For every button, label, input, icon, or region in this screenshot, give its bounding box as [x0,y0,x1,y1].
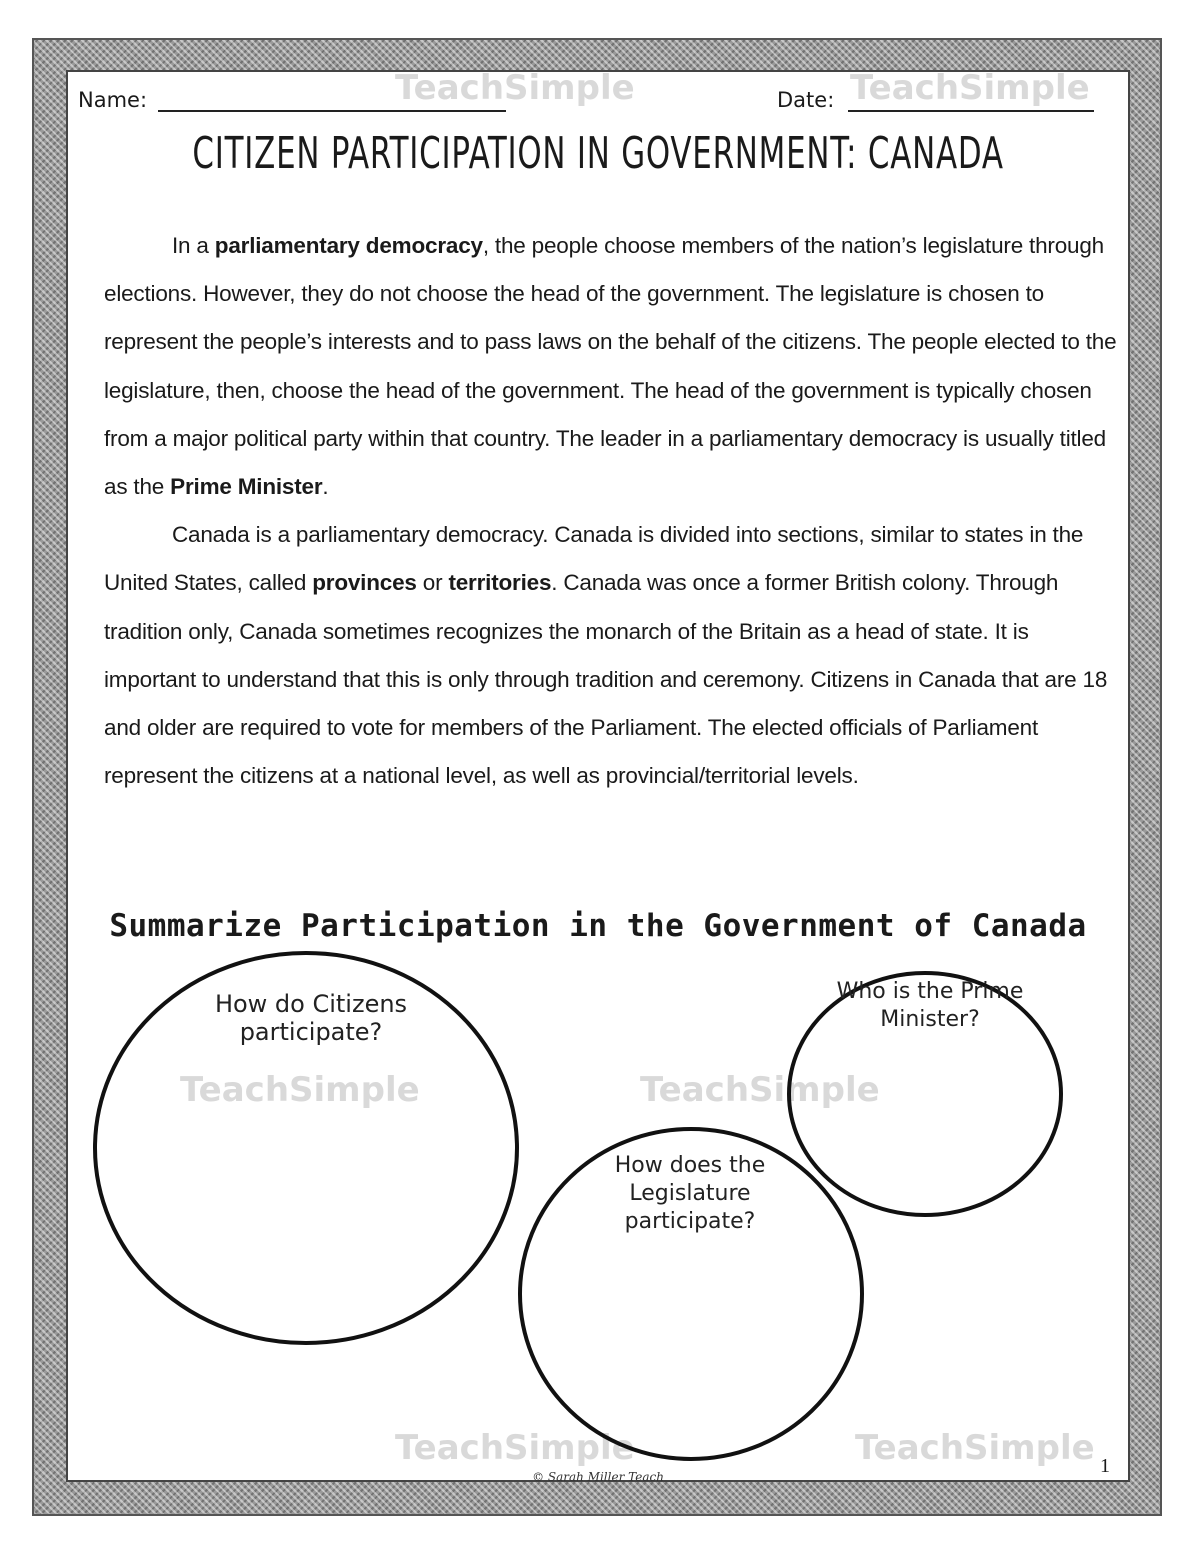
text: , the people choose members of the nation’s legislature through elections. However, they do not choose the head of the government. The legislature is chosen to represent the people’s interests and to pass laws on the behalf of the citizens. The people elected to the legislature, then, choose the head of the government. The head of the government is typically chosen from a major political party within that country. The leader in a parliamentary democracy is usually titled as the [104,233,1117,500]
watermark: TeachSimple [640,1070,880,1110]
text: . [322,474,329,500]
copyright: © Sarah Miller Teach [532,1470,664,1484]
citizens-question: How do Citizens participate? [214,990,408,1046]
watermark: TeachSimple [850,68,1090,108]
name-label: Name: [78,88,148,112]
legislature-question: How does the Legislature participate? [614,1153,766,1234]
bold-term: parliamentary democracy [214,233,483,258]
bold-term: Prime Minister [170,474,323,500]
watermark: TeachSimple [855,1428,1095,1468]
bold-term: territories [448,570,552,596]
summary-heading: Summarize Participation in the Government of Canada [109,908,1087,944]
text: . Canada was once a former British colony. Through tradition only, Canada sometimes recognizes the monarch of the Britain as a head of state. It is important to understand that this is only through tradition and ceremony. Citizens in Canada that are 18 and older are required to vote for members of the Parliament. The elected officials of Parliament represent the citizens at a national level, as well as provincial/territorial levels. [104,570,1108,789]
watermark: TeachSimple [395,1428,635,1468]
page-number: 1 [1100,1455,1110,1477]
text: Canada is a parliamentary democracy. Canada is divided into sections, similar to states in the United States, called [104,522,1084,596]
date-label: Date: [777,88,835,112]
text: In a [172,233,215,258]
text: or [416,570,449,596]
watermark: TeachSimple [395,68,635,108]
watermark: TeachSimple [180,1070,420,1110]
page-title-text: CITIZEN PARTICIPATION IN GOVERNMENT: CANADA [192,128,1004,179]
prime-minister-question: Who is the Prime Minister? [836,979,1024,1032]
bold-term: provinces [312,570,417,596]
